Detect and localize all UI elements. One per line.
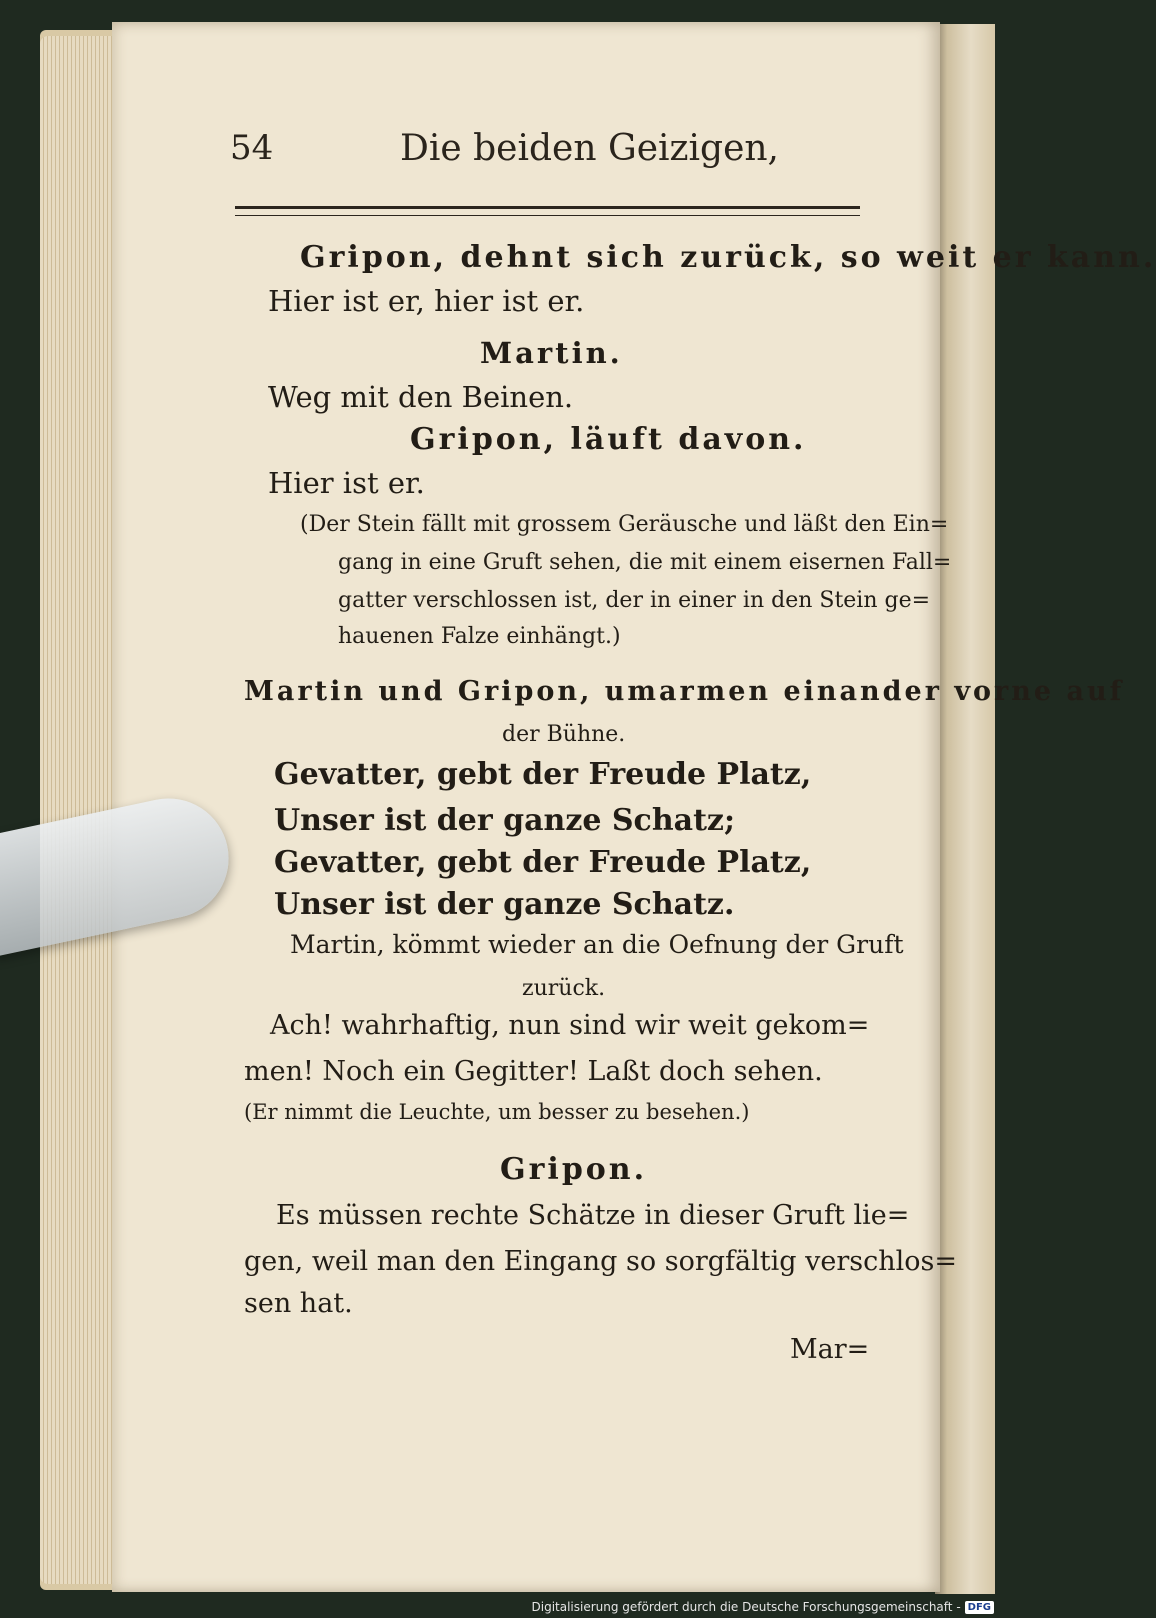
dfg-logo: DFG [965,1601,994,1614]
speaker-line: Martin und Gripon, umarmen einander vorne auf [244,676,1125,707]
footer-credit [532,1598,995,1616]
stage-direction: der Bühne. [502,722,626,747]
dialogue-line: Hier ist er. [268,466,425,500]
dialogue-line: Ach! wahrhaftig, nun sind wir weit gekom= [270,1010,870,1041]
speaker-name: Martin. [480,336,623,370]
dialogue-line: Es müssen rechte Schätze in dieser Gruft lie= [276,1200,910,1231]
running-title: Die beiden Geizigen, [400,128,780,169]
verse-line: Gevatter, gebt der Freude Platz, [274,757,812,792]
speaker-line: Gripon, dehnt sich zurück, so weit er kann. [300,240,1156,275]
dialogue-line: Hier ist er, hier ist er. [268,284,585,318]
dialogue-line: Weg mit den Beinen. [268,380,574,414]
page-edges-left [40,36,112,1584]
verse-line: Unser ist der ganze Schatz. [274,887,735,922]
page-number: 54 [230,128,274,168]
dialogue-line: men! Noch ein Gegitter! Laßt doch sehen. [244,1056,823,1087]
header-rule [235,206,860,216]
page-header [230,128,870,178]
stage-direction: (Der Stein fällt mit grossem Geräusche und läßt den Ein= [300,512,949,537]
stage-direction: (Er nimmt die Leuchte, um besser zu besehen.) [244,1100,750,1124]
speaker-name: Gripon. [500,1152,648,1187]
verse-line: Gevatter, gebt der Freude Platz, [274,845,812,880]
stage-direction: hauenen Falze einhängt.) [338,624,621,649]
dialogue-line: gen, weil man den Eingang so sorgfältig verschlos= [244,1246,957,1277]
footer-text: Digitalisierung gefördert durch die Deutsche Forschungsgemeinschaft - [531,1600,961,1614]
speaker-line: Gripon, läuft davon. [410,422,807,457]
stage-direction: gang in eine Gruft sehen, die mit einem eisernen Fall= [338,550,952,575]
stage-direction: zurück. [522,976,606,1001]
verse-line: Unser ist der ganze Schatz; [274,803,736,838]
dialogue-line: sen hat. [244,1288,353,1319]
catchword: Mar= [790,1334,870,1365]
stage-direction: gatter verschlossen ist, der in einer in den Stein ge= [338,588,931,613]
speaker-line: Martin, kömmt wieder an die Oefnung der Gruft [290,930,904,959]
